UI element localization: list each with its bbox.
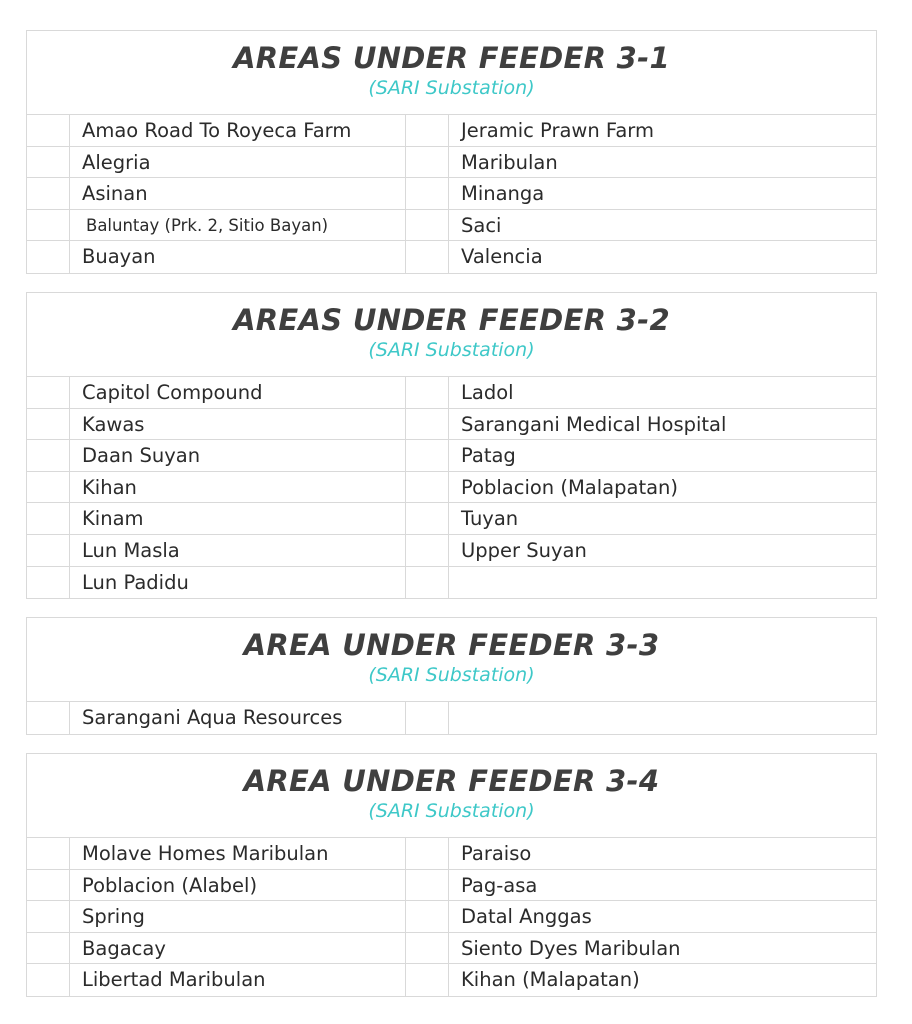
gutter-cell <box>27 115 70 146</box>
table-row <box>27 377 876 409</box>
area-name: Ladol <box>461 381 514 404</box>
table-row <box>27 838 876 870</box>
gutter-cell <box>406 377 449 408</box>
table-row <box>27 964 876 996</box>
area-name: Amao Road To Royeca Farm <box>82 119 352 142</box>
area-cell-left <box>70 901 406 932</box>
gutter-cell <box>27 503 70 534</box>
area-cell-right <box>449 377 876 408</box>
table-row <box>27 870 876 902</box>
gutter-cell <box>406 535 449 566</box>
area-name: Buayan <box>82 245 156 269</box>
area-cell-right <box>449 241 876 273</box>
area-name: Saci <box>461 213 502 237</box>
gutter-cell <box>406 472 449 503</box>
gutter-cell <box>27 838 70 869</box>
table-row <box>27 440 876 472</box>
area-table <box>27 115 876 273</box>
gutter-cell <box>27 178 70 209</box>
area-cell-right <box>449 440 876 471</box>
area-name: Daan Suyan <box>82 444 201 468</box>
area-name: Poblacion (Malapatan) <box>461 475 679 499</box>
area-name: Poblacion (Alabel) <box>82 873 258 897</box>
area-cell-right <box>449 702 876 734</box>
section-subtitle: (SARI Substation) <box>368 339 535 361</box>
gutter-cell <box>27 440 70 471</box>
area-name: Molave Homes Maribulan <box>82 842 329 865</box>
area-name: Siento Dyes Maribulan <box>461 936 681 960</box>
area-table <box>27 702 876 734</box>
area-cell-left <box>70 147 406 178</box>
area-name: Paraiso <box>461 842 532 865</box>
area-cell-left <box>70 440 406 471</box>
gutter-cell <box>406 440 449 471</box>
area-cell-right <box>449 503 876 534</box>
gutter-cell <box>406 147 449 178</box>
area-cell-left <box>70 178 406 209</box>
area-cell-right <box>449 535 876 566</box>
area-cell-left <box>70 870 406 901</box>
gutter-cell <box>27 567 70 599</box>
gutter-cell <box>406 567 449 599</box>
gutter-cell <box>406 178 449 209</box>
area-table <box>27 838 876 996</box>
gutter-cell <box>406 964 449 996</box>
table-row <box>27 933 876 965</box>
gutter-cell <box>27 964 70 996</box>
area-name: Lun Masla <box>82 538 180 562</box>
area-cell-right <box>449 838 876 869</box>
area-name: Pag-asa <box>461 873 538 897</box>
gutter-cell <box>27 472 70 503</box>
section-subtitle: (SARI Substation) <box>368 77 535 99</box>
area-cell-right <box>449 567 876 599</box>
table-row <box>27 147 876 179</box>
area-name: Tuyan <box>461 507 519 531</box>
section-header <box>27 754 876 838</box>
gutter-cell <box>406 241 449 273</box>
area-cell-left <box>70 702 406 734</box>
area-name: Lun Padidu <box>82 570 189 594</box>
area-cell-left <box>70 838 406 869</box>
section-header <box>27 31 876 115</box>
table-row <box>27 115 876 147</box>
feeder-section <box>26 617 877 735</box>
gutter-cell <box>27 870 70 901</box>
gutter-cell <box>27 241 70 273</box>
area-cell-left <box>70 115 406 146</box>
area-cell-right <box>449 210 876 241</box>
gutter-cell <box>406 702 449 734</box>
area-name: Jeramic Prawn Farm <box>461 119 654 142</box>
table-row <box>27 901 876 933</box>
area-name: Bagacay <box>82 936 166 960</box>
area-name: Kinam <box>82 507 144 531</box>
gutter-cell <box>27 409 70 440</box>
table-row <box>27 409 876 441</box>
gutter-cell <box>406 901 449 932</box>
area-cell-left <box>70 567 406 599</box>
section-title: AREAS UNDER FEEDER 3-1 <box>233 41 670 75</box>
area-cell-left <box>70 503 406 534</box>
section-subtitle: (SARI Substation) <box>368 664 535 686</box>
table-row <box>27 178 876 210</box>
area-cell-right <box>449 147 876 178</box>
area-name: Kihan (Malapatan) <box>461 968 640 992</box>
area-name: Sarangani Aqua Resources <box>82 706 343 729</box>
area-name: Valencia <box>461 245 543 269</box>
gutter-cell <box>406 210 449 241</box>
section-title: AREA UNDER FEEDER 3-4 <box>243 764 660 798</box>
area-cell-right <box>449 178 876 209</box>
area-name: Patag <box>461 444 516 468</box>
area-cell-right <box>449 115 876 146</box>
area-name: Maribulan <box>461 150 558 174</box>
feeder-section <box>26 30 877 274</box>
gutter-cell <box>27 933 70 964</box>
area-name: Kawas <box>82 412 145 436</box>
area-cell-left <box>70 964 406 996</box>
gutter-cell <box>27 702 70 734</box>
area-name: Kihan <box>82 475 137 499</box>
area-cell-left <box>70 241 406 273</box>
area-name: Spring <box>82 905 145 929</box>
section-subtitle: (SARI Substation) <box>368 800 535 822</box>
area-cell-left <box>70 409 406 440</box>
area-cell-right <box>449 870 876 901</box>
area-cell-left <box>70 472 406 503</box>
area-name: Upper Suyan <box>461 538 587 562</box>
area-name: Minanga <box>461 182 545 206</box>
gutter-cell <box>406 115 449 146</box>
area-cell-left <box>70 933 406 964</box>
gutter-cell <box>406 870 449 901</box>
gutter-cell <box>27 147 70 178</box>
feeder-section <box>26 753 877 997</box>
gutter-cell <box>27 535 70 566</box>
area-cell-left <box>70 210 406 241</box>
area-cell-right <box>449 964 876 996</box>
gutter-cell <box>406 409 449 440</box>
area-cell-right <box>449 933 876 964</box>
area-cell-right <box>449 409 876 440</box>
area-name: Baluntay (Prk. 2, Sitio Bayan) <box>86 215 329 235</box>
area-cell-right <box>449 472 876 503</box>
area-name: Asinan <box>82 182 148 206</box>
section-header <box>27 618 876 702</box>
gutter-cell <box>406 503 449 534</box>
area-name: Libertad Maribulan <box>82 968 266 992</box>
table-row <box>27 702 876 734</box>
table-row <box>27 503 876 535</box>
table-row <box>27 567 876 599</box>
gutter-cell <box>406 838 449 869</box>
table-row <box>27 472 876 504</box>
area-name: Sarangani Medical Hospital <box>461 412 727 436</box>
area-name: Capitol Compound <box>82 381 263 404</box>
table-row <box>27 241 876 273</box>
section-title: AREA UNDER FEEDER 3-3 <box>243 628 660 662</box>
gutter-cell <box>27 377 70 408</box>
gutter-cell <box>406 933 449 964</box>
section-header <box>27 293 876 377</box>
table-row <box>27 535 876 567</box>
gutter-cell <box>27 210 70 241</box>
area-cell-right <box>449 901 876 932</box>
area-table <box>27 377 876 598</box>
gutter-cell <box>27 901 70 932</box>
area-name: Alegria <box>82 150 151 174</box>
feeder-section <box>26 292 877 599</box>
table-row <box>27 210 876 242</box>
area-name: Datal Anggas <box>461 905 592 929</box>
section-title: AREAS UNDER FEEDER 3-2 <box>233 303 670 337</box>
area-cell-left <box>70 535 406 566</box>
area-cell-left <box>70 377 406 408</box>
